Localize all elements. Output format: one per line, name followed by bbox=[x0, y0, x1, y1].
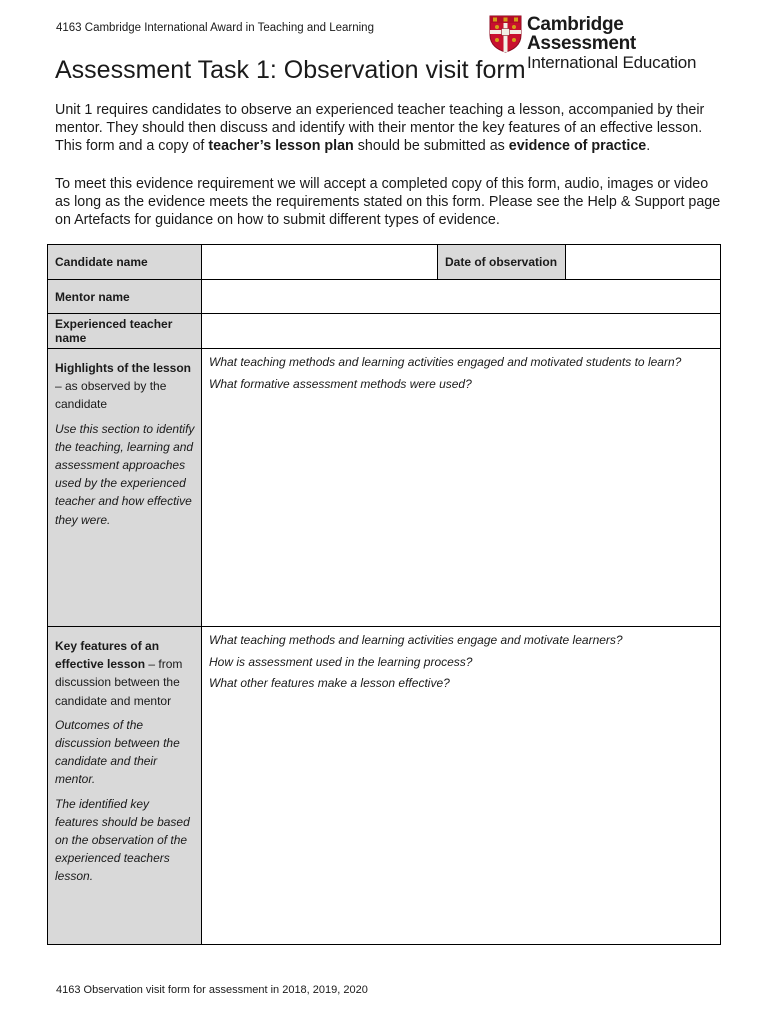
highlights-question-1: What teaching methods and learning activities engaged and motivated students to learn? bbox=[209, 355, 682, 369]
observation-form-table bbox=[47, 244, 721, 945]
candidate-name-label: Candidate name bbox=[48, 245, 202, 280]
mentor-name-field[interactable] bbox=[202, 280, 721, 314]
page-footer: 4163 Observation visit form for assessment in 2018, 2019, 2020 bbox=[56, 984, 368, 996]
key-features-label-cell bbox=[48, 627, 202, 945]
logo-line-2: International Education bbox=[527, 53, 697, 72]
date-of-observation-field[interactable] bbox=[566, 245, 721, 280]
intro-paragraph-1: Unit 1 requires candidates to observe an experienced teacher teaching a lesson, accompanied by their mentor. They should then discuss and identify with their mentor the key features of an effective lesson. This form and a copy of teacher’s lesson plan should be submitted as evidence of practice. bbox=[55, 102, 705, 155]
mentor-name-label: Mentor name bbox=[48, 280, 202, 314]
key-features-guidance-2: The identified key features should be based on the observation of the experienced teachers lesson. bbox=[55, 796, 190, 884]
highlights-question-2: What formative assessment methods were used? bbox=[209, 376, 472, 391]
experienced-teacher-name-field[interactable] bbox=[202, 314, 721, 349]
course-header: 4163 Cambridge International Award in Teaching and Learning bbox=[56, 22, 374, 34]
key-features-guidance-1: Outcomes of the discussion between the candidate and their mentor. bbox=[55, 717, 180, 787]
highlights-guidance: Use this section to identify the teaching, learning and assessment approaches used by the experienced teacher and how effective they were. bbox=[55, 421, 195, 527]
evidence-emphasis: evidence of practice bbox=[508, 138, 647, 155]
logo-line-1: Cambridge Assessment bbox=[527, 14, 636, 54]
page-title: Assessment Task 1: Observation visit form bbox=[55, 56, 526, 84]
cambridge-logo bbox=[489, 14, 719, 72]
intro-paragraph-2: To meet this evidence requirement we will accept a completed copy of this form, audio, images or video as long as the evidence meets the requirements stated on this form. Please see the Help & Support page on Artefacts for guidance on how to submit different types of evidence. bbox=[55, 176, 721, 229]
date-of-observation-label: Date of observation bbox=[438, 245, 566, 280]
highlights-answer-field[interactable] bbox=[202, 349, 721, 627]
candidate-name-field[interactable] bbox=[202, 245, 438, 280]
key-features-question-1: What teaching methods and learning activities engage and motivate learners? bbox=[209, 633, 623, 647]
highlights-label: Highlights of the lesson – as observed by the candidate bbox=[55, 361, 192, 412]
key-features-question-2: How is assessment used in the learning process? bbox=[209, 654, 473, 669]
highlights-label-cell bbox=[48, 349, 202, 627]
key-features-label: Key features of an effective lesson – from discussion between the candidate and mentor bbox=[55, 639, 183, 708]
key-features-question-3: What other features make a lesson effective? bbox=[209, 676, 450, 690]
experienced-teacher-name-label: Experienced teacher name bbox=[48, 314, 202, 349]
lesson-plan-emphasis: teacher’s lesson plan bbox=[208, 138, 354, 155]
key-features-answer-field[interactable] bbox=[202, 627, 721, 945]
shield-icon bbox=[489, 15, 522, 53]
